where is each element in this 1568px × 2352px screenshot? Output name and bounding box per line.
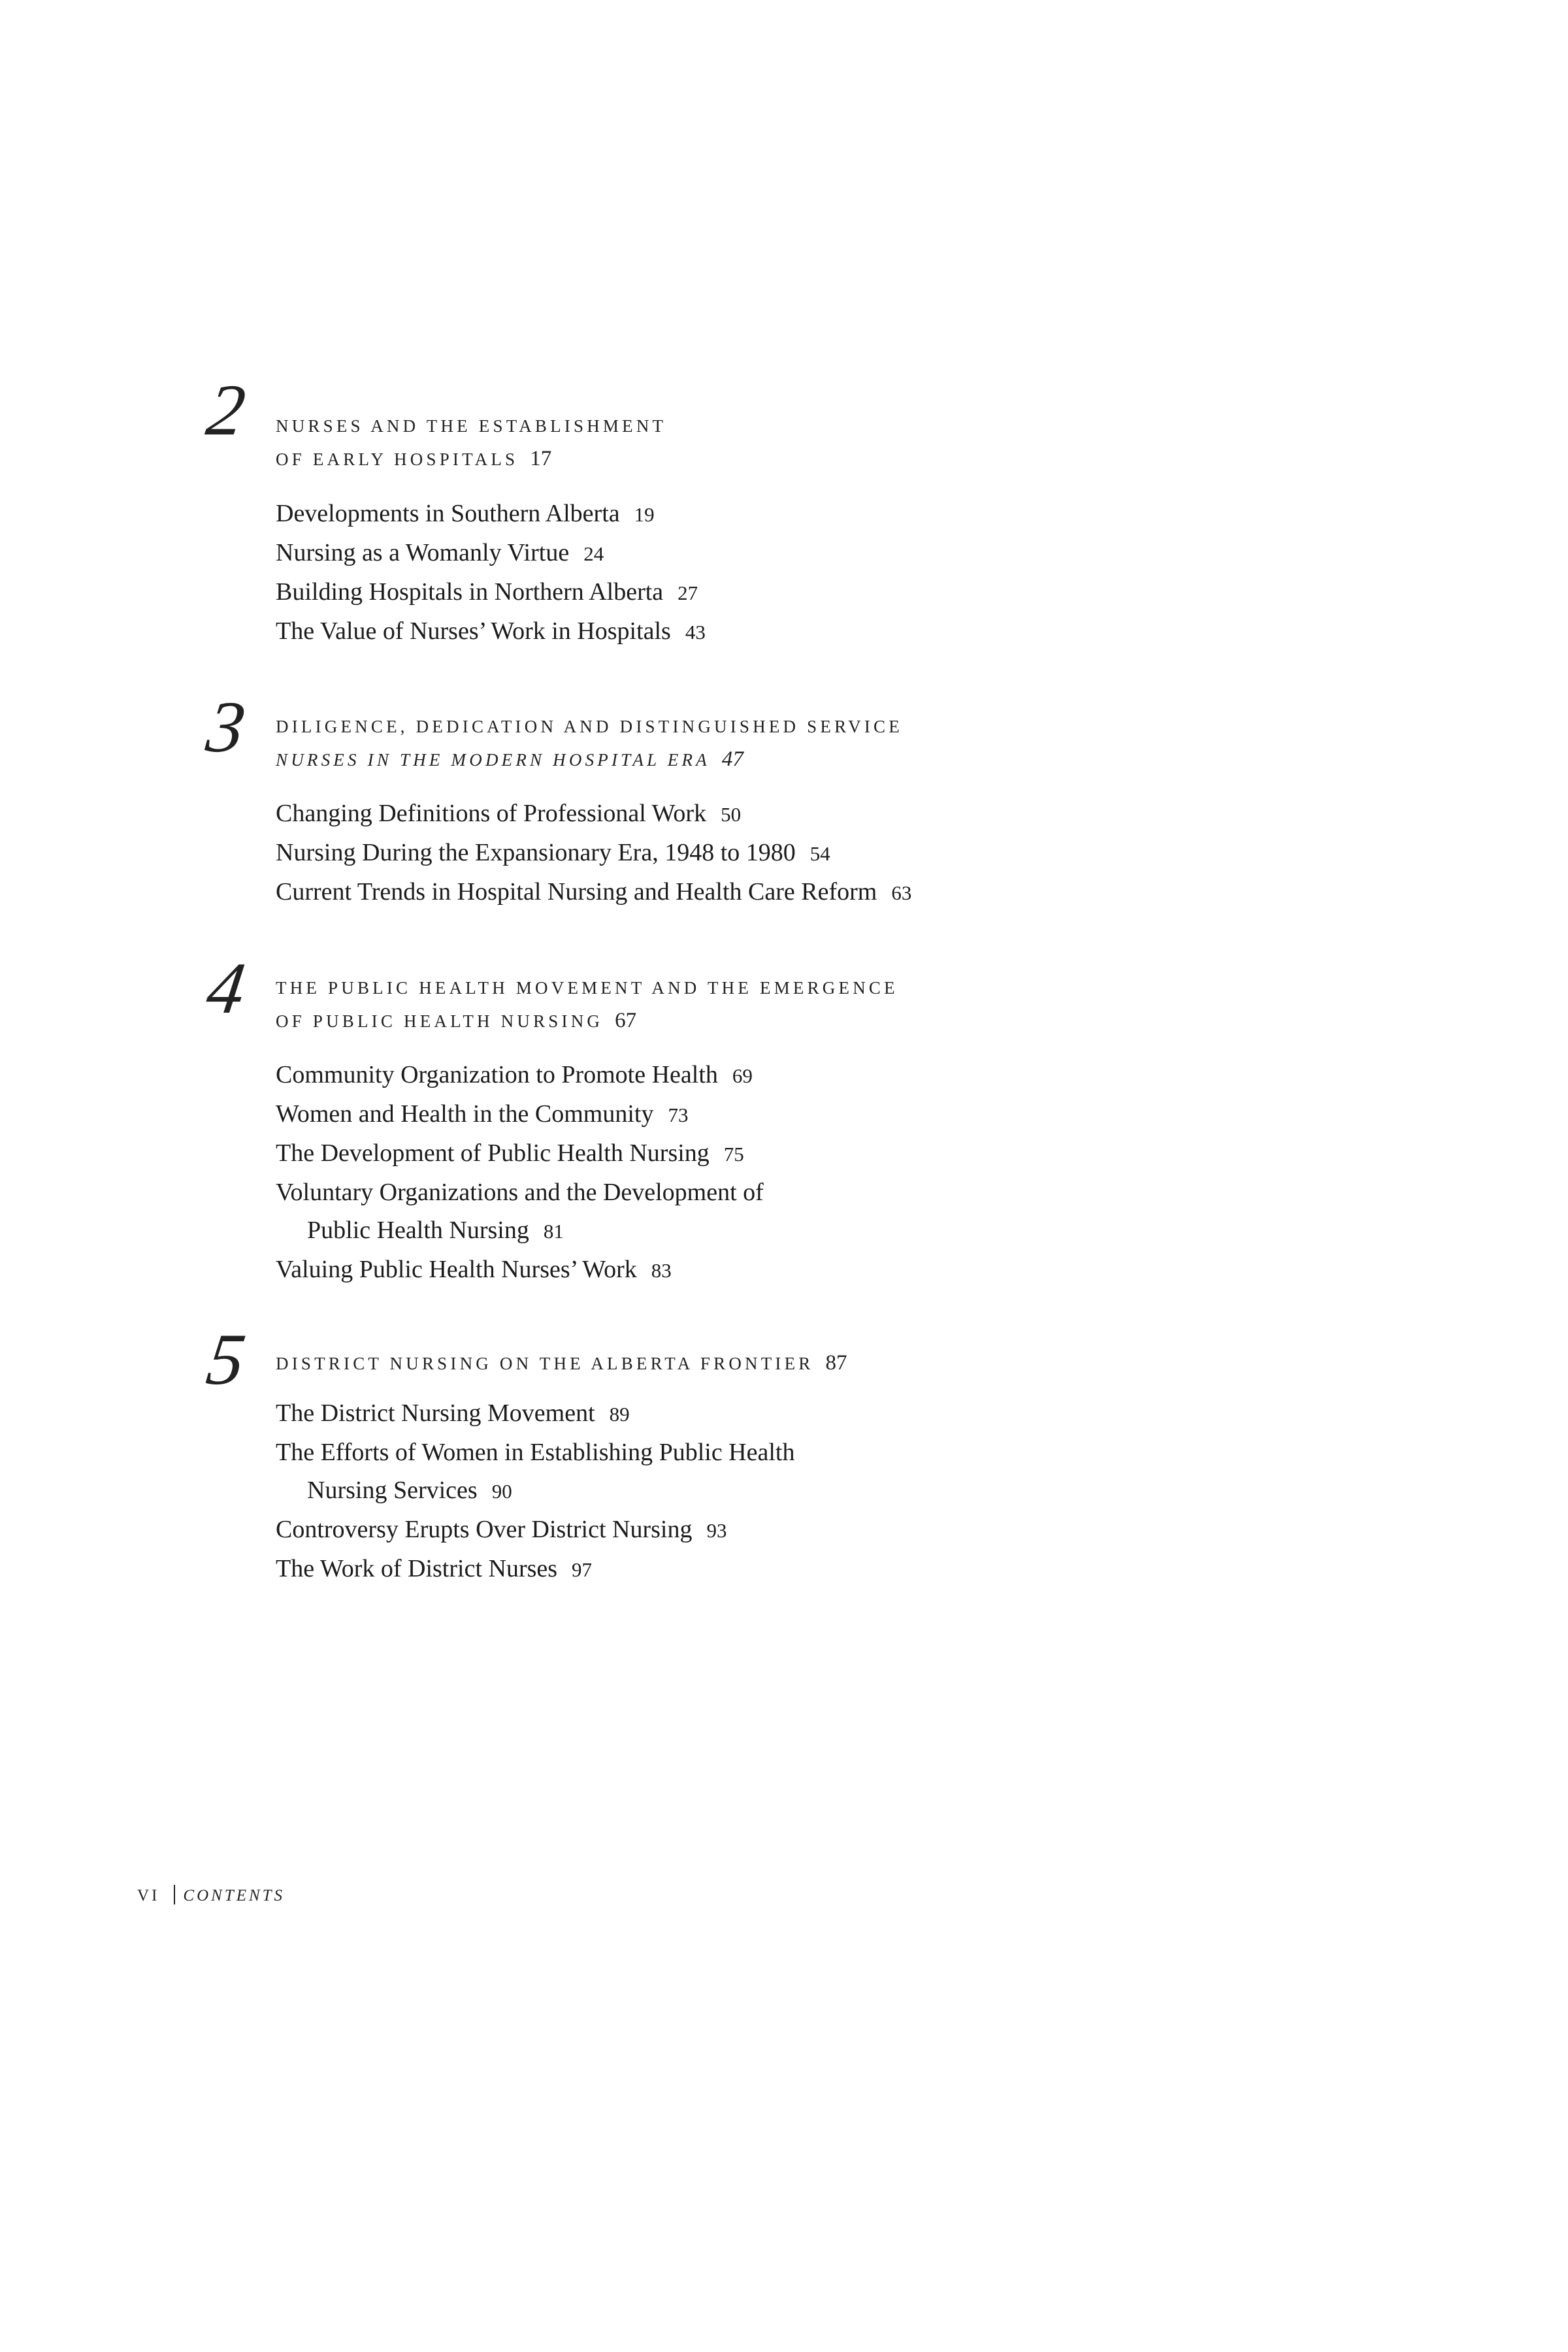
toc-entry[interactable] (276, 1550, 794, 1589)
chapter-heading-line: OF EARLY HOSPITALS (276, 449, 519, 469)
chapter-heading-line: NURSES AND THE ESTABLISHMENT (276, 416, 667, 436)
toc-entry-title: Community Organization to Promote Health (276, 1061, 718, 1088)
toc-entry-page: 54 (809, 842, 830, 865)
toc-entry[interactable] (276, 834, 911, 873)
toc-entry-page: 24 (583, 542, 604, 565)
chapter-heading-line-with-page (276, 1347, 847, 1380)
toc-entry-page: 69 (732, 1064, 753, 1087)
chapter-numeral: 3 (202, 687, 250, 768)
chapter-heading (276, 410, 666, 476)
toc-entry-page: 97 (572, 1558, 593, 1581)
chapter-heading (276, 710, 903, 776)
chapter-heading-line: DISTRICT NURSING ON THE ALBERTA FRONTIER (276, 1354, 814, 1373)
toc-entry-title-cont: Nursing Services (307, 1477, 478, 1504)
toc-entry-page: 50 (721, 803, 742, 826)
chapter-heading (276, 972, 898, 1037)
toc-entry[interactable] (276, 1394, 794, 1433)
chapter-heading-line-with-page (276, 743, 903, 776)
toc-entry[interactable] (276, 1095, 764, 1134)
toc-entry-title: Current Trends in Hospital Nursing and Health Care Reform (276, 878, 877, 906)
toc-entry[interactable] (276, 495, 706, 534)
toc-entry-title: Controversy Erupts Over District Nursing (276, 1516, 693, 1543)
toc-entry-page: 90 (491, 1480, 512, 1503)
chapter-numeral: 2 (202, 370, 250, 451)
toc-entry[interactable] (276, 1511, 794, 1550)
toc-entry-title: Women and Health in the Community (276, 1100, 654, 1128)
chapter-entries (276, 1394, 794, 1589)
toc-entry[interactable] (276, 573, 706, 612)
chapter-heading-line-with-page (276, 1004, 898, 1037)
toc-entry-page: 19 (634, 503, 655, 526)
toc-entry[interactable] (276, 1056, 764, 1095)
chapter-heading-line-with-page (276, 442, 666, 476)
toc-entry-page: 89 (609, 1403, 630, 1426)
toc-entry-title: Voluntary Organizations and the Development of (276, 1179, 764, 1206)
toc-entry[interactable] (276, 1250, 764, 1290)
chapter-heading-line: THE PUBLIC HEALTH MOVEMENT AND THE EMERGENCE (276, 978, 898, 998)
toc-entry[interactable] (276, 1173, 764, 1250)
toc-entry-title: Nursing as a Womanly Virtue (276, 539, 570, 566)
toc-entry-title: The Work of District Nurses (276, 1555, 558, 1582)
chapter-heading (276, 1347, 847, 1380)
toc-entry-page: 83 (651, 1259, 672, 1282)
chapter-numeral: 4 (202, 948, 250, 1029)
chapter-entries (276, 794, 911, 912)
toc-entry-continuation (276, 1471, 794, 1511)
toc-entry-title: The Efforts of Women in Establishing Public Health (276, 1439, 795, 1466)
toc-entry[interactable] (276, 873, 911, 912)
toc-entry[interactable] (276, 794, 911, 834)
toc-entry-title: Nursing During the Expansionary Era, 1948 to 1980 (276, 839, 796, 866)
chapter-numeral: 5 (202, 1319, 250, 1400)
toc-entry[interactable] (276, 1433, 794, 1511)
toc-entry-title: The District Nursing Movement (276, 1399, 595, 1427)
toc-entry-page: 43 (685, 621, 706, 644)
running-head: CONTENTS (183, 1887, 286, 1904)
chapter-page-number: 47 (721, 747, 743, 771)
toc-entry-title: The Development of Public Health Nursing (276, 1139, 710, 1167)
page-footer (137, 1885, 285, 1905)
chapter-page-number: 87 (825, 1351, 847, 1375)
toc-entry-continuation (276, 1211, 764, 1250)
toc-entry-page: 63 (891, 881, 912, 904)
chapter-page-number: 67 (615, 1009, 637, 1032)
toc-entry[interactable] (276, 612, 706, 651)
chapter-page-number: 17 (530, 447, 552, 470)
toc-entry[interactable] (276, 1134, 764, 1173)
footer-divider (174, 1885, 175, 1904)
toc-entry-page: 27 (678, 581, 698, 604)
toc-entry-page: 81 (543, 1220, 564, 1243)
toc-entry-title: The Value of Nurses’ Work in Hospitals (276, 617, 671, 645)
toc-entry-title: Valuing Public Health Nurses’ Work (276, 1256, 637, 1283)
chapter-heading-line: NURSES IN THE MODERN HOSPITAL ERA (276, 750, 710, 770)
chapter-heading-line: OF PUBLIC HEALTH NURSING (276, 1011, 604, 1031)
toc-entry-page: 73 (668, 1103, 689, 1126)
chapter-entries (276, 1056, 764, 1290)
toc-entry-page: 93 (706, 1519, 727, 1542)
chapter-heading-line: DILIGENCE, DEDICATION AND DISTINGUISHED SERVICE (276, 717, 903, 736)
chapter-entries (276, 495, 706, 651)
toc-entry-title: Building Hospitals in Northern Alberta (276, 578, 664, 606)
toc-entry-title: Changing Definitions of Professional Work (276, 800, 707, 827)
page-folio: VI (137, 1887, 160, 1904)
toc-entry-title: Developments in Southern Alberta (276, 500, 620, 527)
toc-entry-page: 75 (723, 1143, 744, 1166)
toc-entry-title-cont: Public Health Nursing (307, 1217, 529, 1244)
toc-entry[interactable] (276, 534, 706, 573)
